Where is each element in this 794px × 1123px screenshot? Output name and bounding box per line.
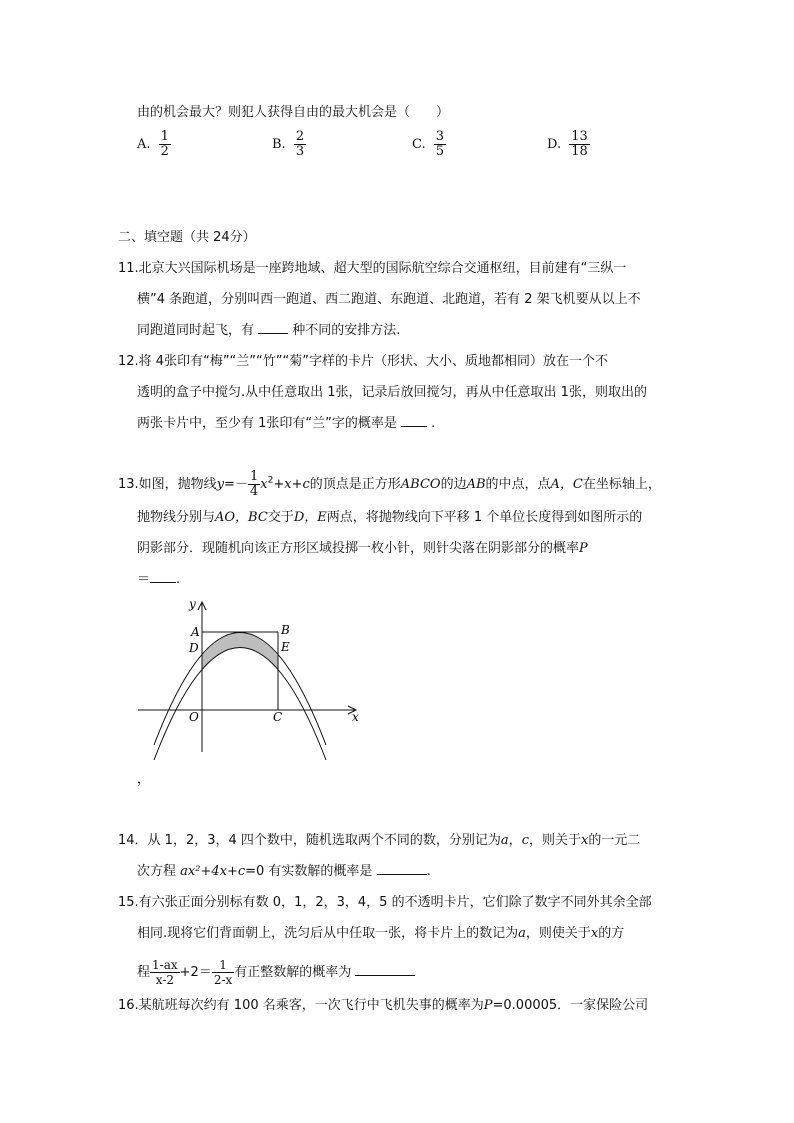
parabola-lower [154, 648, 326, 761]
parabola-upper [154, 633, 326, 746]
option-b-fraction: $\frac{2}{3}$ [295, 129, 305, 159]
q12-line2: 透明的盒子中搅匀.从中任意取出 1张，记录后放回搅匀，再从中任意取出 1张，则取出的 [137, 385, 647, 400]
q15-line3: 程 $\frac{1-ax}{x-2}$ +2＝ $\frac{1}{2-x}$ 有正整数解的概率为 [137, 958, 415, 987]
answer-blank[interactable] [355, 963, 415, 976]
answer-blank[interactable] [150, 570, 176, 583]
q11-line3: 同跑道同时起飞，有 种不同的安排方法. [137, 323, 401, 338]
q13-comma: ， [137, 772, 151, 787]
parabola-figure [130, 595, 370, 760]
label-c: C [273, 710, 283, 724]
option-c-fraction: $\frac{3}{5}$ [435, 129, 445, 159]
q11-line1: 11.北京大兴国际机场是一座跨地域、超大型的国际航空综合交通枢纽，目前建有“三纵一 [118, 261, 627, 276]
option-c [412, 130, 446, 159]
option-b [272, 130, 306, 159]
option-c-label: C. [412, 137, 426, 152]
label-b: B [281, 623, 290, 637]
q14-line1: 14．从 1，2，3，4 四个数中，随机选取两个不同的数，分别记为a，c，则关于x的一元二 [118, 833, 641, 848]
q13-line4: ＝ . [137, 572, 181, 587]
option-d-label: D. [547, 137, 562, 152]
label-o: O [189, 710, 199, 724]
answer-blank[interactable] [377, 862, 427, 875]
q12-line1: 12.将 4张印有“梅”“兰”“竹”“菊”字样的卡片（形状、大小、质地都相同）放在一个不 [118, 354, 608, 369]
option-b-label: B. [272, 137, 286, 152]
option-d [547, 130, 590, 159]
answer-blank[interactable] [258, 321, 288, 334]
option-a-label: A. [137, 137, 151, 152]
q13-coef-fraction: $\frac{1}{4}$ [249, 469, 259, 499]
option-a [137, 130, 171, 159]
label-d: D [189, 641, 199, 655]
q15-fraction-left: $\frac{1-ax}{x-2}$ [152, 958, 178, 987]
q13-line3: 阴影部分．现随机向该正方形区域投掷一枚小针，则针尖落在阴影部分的概率P [137, 541, 588, 556]
q15-fraction-right: $\frac{1}{2-x}$ [213, 958, 233, 987]
label-a: A [191, 625, 200, 639]
label-y: y [189, 597, 196, 611]
q14-line2: 次方程 ax²+4x+c=0 有实数解的概率是 . [137, 864, 431, 879]
answer-blank[interactable] [401, 414, 427, 427]
section-title: 二、填空题（共 24分） [118, 230, 256, 245]
option-d-fraction: $\frac{13}{18}$ [571, 129, 588, 159]
option-a-fraction: $\frac{1}{2}$ [160, 129, 169, 159]
q13-line1: 13.如图，抛物线y=－ $\frac{1}{4}$ $x^2+x+c$的顶点是正方形ABCO的边AB的中点，点A，C在坐标轴上， [118, 469, 661, 499]
q13-line2: 抛物线分别与AO，BC交于D，E两点，将抛物线向下平移 1 个单位长度得到如图所示的 [137, 510, 643, 525]
q11-line2: 横”4 条跑道，分别叫西一跑道、西二跑道、东跑道、北跑道，若有 2 架飞机要从以上不 [137, 292, 641, 307]
q15-line2: 相同.现将它们背面朝上，洗匀后从中任取一张，将卡片上的数记为a，则使关于x的方 [137, 926, 625, 941]
q16-line1: 16.某航班每次约有 100 名乘客，一次飞行中飞机失事的概率为P=0.00005．一家保险公司 [118, 998, 649, 1013]
q15-line1: 15.有六张正面分别标有数 0，1，2，3，4，5 的不透明卡片，它们除了数字不同外其余全部 [118, 895, 652, 910]
q12-line3: 两张卡片中，至少有 1张印有“兰”字的概率是 . [137, 416, 436, 431]
label-x: x [352, 710, 359, 724]
label-e: E [281, 640, 290, 654]
q10-text: 由的机会最大？则犯人获得自由的最大机会是（ ） [137, 105, 450, 120]
